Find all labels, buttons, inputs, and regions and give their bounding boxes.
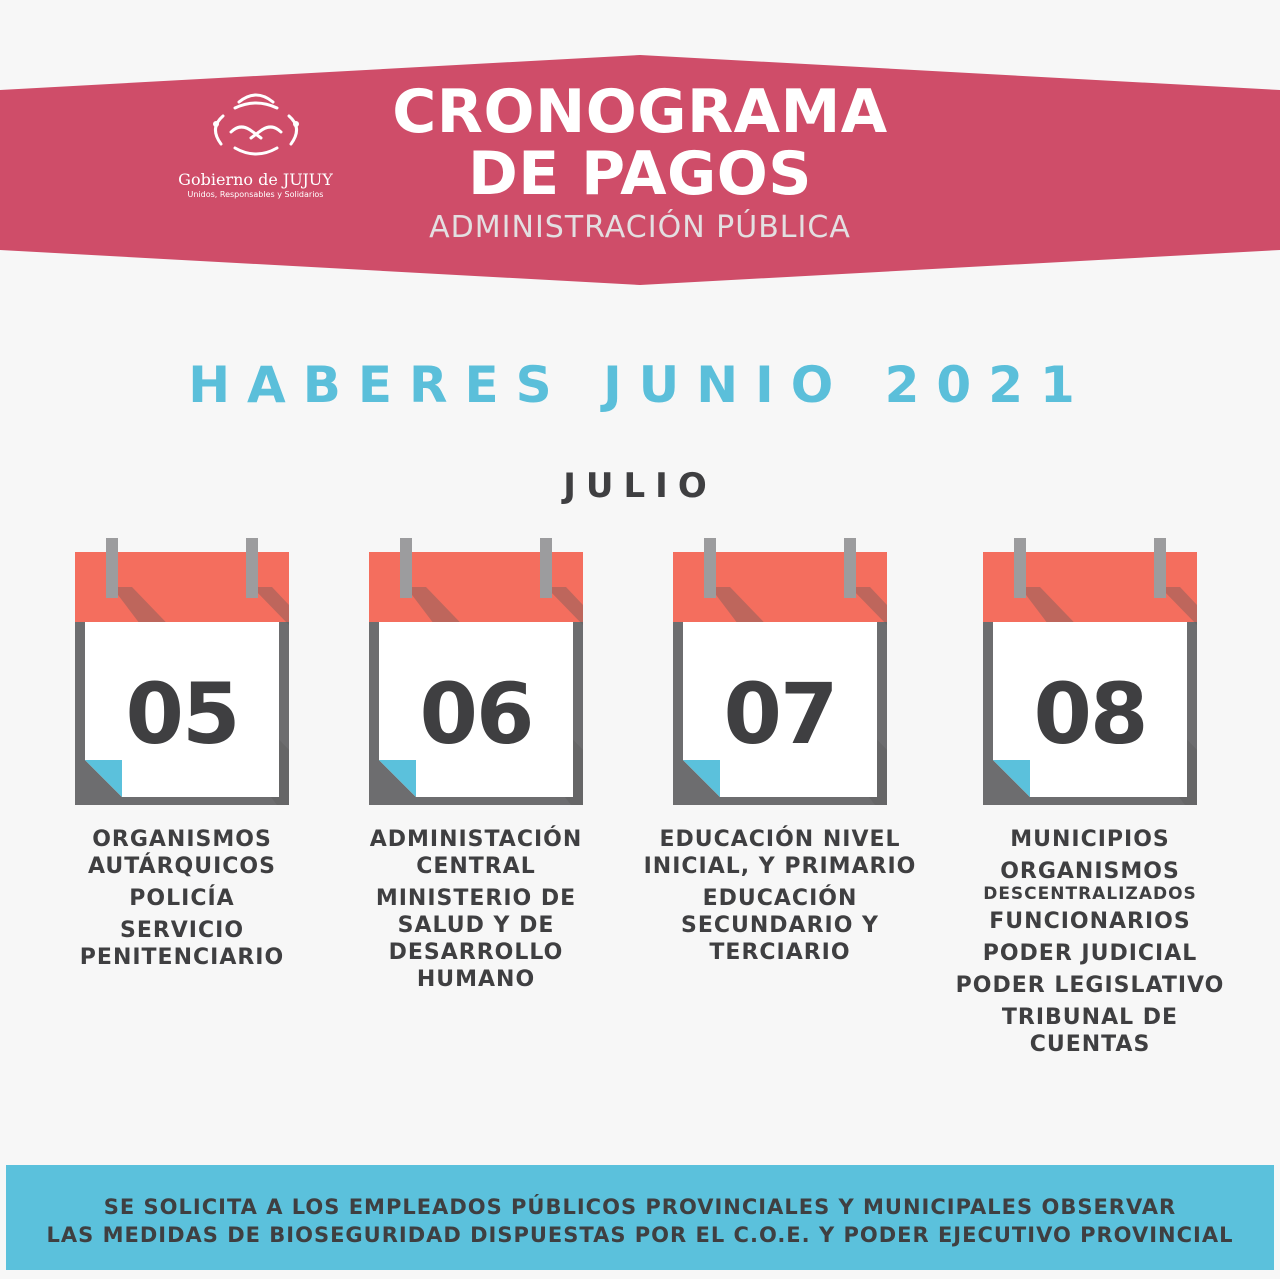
government-logo <box>168 88 343 218</box>
month-heading: JULIO <box>563 466 717 506</box>
beneficiary-list <box>37 826 327 976</box>
calendar-card <box>980 535 1200 810</box>
logo-name: Gobierno de JUJUY <box>178 170 333 189</box>
list-item: ORGANISMOS AUTÁRQUICOS <box>88 827 276 879</box>
list-item: TRIBUNAL DE CUENTAS <box>1001 1005 1179 1057</box>
payment-day: 06 <box>419 665 533 763</box>
beneficiary-list <box>950 826 1230 1063</box>
list-item: SERVICIO PENITENCIARIO <box>79 918 285 970</box>
list-item: ADMINISTACIÓN CENTRAL <box>369 827 583 879</box>
notice-line-1: SE SOLICITA A LOS EMPLEADOS PÚBLICOS PROVINCIALES Y MUNICIPALES OBSERVAR <box>103 1195 1177 1219</box>
calendar-card <box>72 535 292 810</box>
list-item: ORGANISMOS <box>1000 859 1180 884</box>
calendar-card <box>366 535 586 810</box>
handshake-emblem-icon <box>201 88 311 168</box>
list-item: POLICÍA <box>129 886 235 911</box>
beneficiary-list <box>635 826 925 971</box>
list-item: FUNCIONARIOS <box>989 909 1191 934</box>
logo-tagline: Unidos, Responsables y Solidarios <box>187 190 324 199</box>
page-title-line2: DE PAGOS <box>467 139 813 209</box>
list-item: MUNICIPIOS <box>1010 827 1170 852</box>
list-item: MINISTERIO DE SALUD Y DE DESARROLLO HUMANO <box>375 886 577 992</box>
list-item: PODER JUDICIAL <box>982 941 1198 966</box>
beneficiary-list <box>331 826 621 998</box>
list-item: EDUCACIÓN SECUNDARIO Y TERCIARIO <box>680 886 879 965</box>
payment-day: 08 <box>1033 665 1147 763</box>
list-item: EDUCACIÓN NIVEL INICIAL, Y PRIMARIO <box>643 827 917 879</box>
list-item: DESCENTRALIZADOS <box>983 884 1197 904</box>
payment-day: 07 <box>723 665 837 763</box>
notice-line-2: LAS MEDIDAS DE BIOSEGURIDAD DISPUESTAS POR EL C.O.E. Y PODER EJECUTIVO PROVINCIAL <box>46 1223 1234 1247</box>
list-item: PODER LEGISLATIVO <box>955 973 1225 998</box>
payment-day: 05 <box>125 665 239 763</box>
period-heading: HABERES JUNIO 2021 <box>188 356 1092 414</box>
page-subtitle: ADMINISTRACIÓN PÚBLICA <box>429 210 851 245</box>
biosecurity-notice <box>6 1165 1274 1270</box>
page-title-line1: CRONOGRAMA <box>392 77 888 147</box>
calendar-card <box>670 535 890 810</box>
